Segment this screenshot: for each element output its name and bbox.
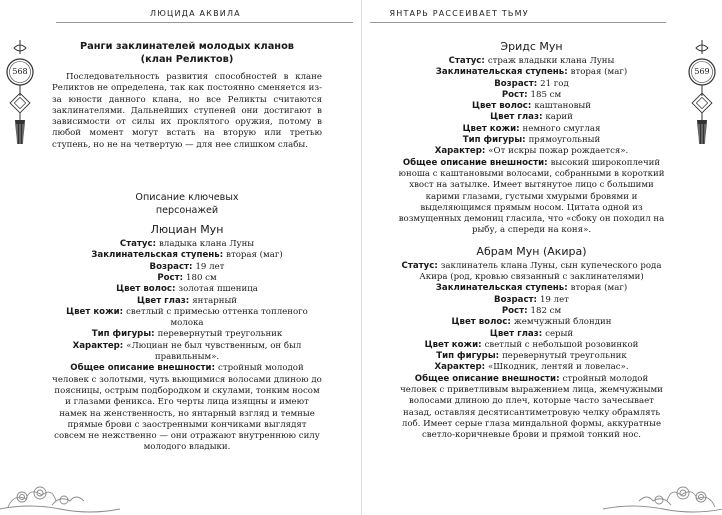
field-figure: Тип фигуры : прямоугольный <box>396 135 668 146</box>
description-heading: Описание ключевых <box>135 192 239 204</box>
field-age: Возраст : 19 лет <box>396 295 668 306</box>
intro-paragraph: Последовательность развития способностей в клане Реликтов не определена, так как постоянно сменяется из-за юности данного клана, но все Реликты считаются заклинателями. Дальнейших ступеней они достигают в зависимости от силы их проклятого оружия, потому в любой момент могут встать на вторую или третью ступень, но не на четвертую — для нее слишком слабы. <box>52 72 322 150</box>
header-rule <box>56 22 353 23</box>
description-heading-2: персонажей <box>155 205 219 217</box>
field-height: Рост : 185 см <box>396 90 668 101</box>
knot-ornament-icon <box>687 40 717 180</box>
field-appearance: Общее описание внешности : стройный молодой человек с приветливым выражением лица, жемчужными волосами длиною до плеч, которые часто зачесывает назад, оставляя десятисантиметровую челку обрамлять лоб. Имеет серые глаза миндальной формы, аккуратные светло-коричневые брови и прямой тонкий нос. <box>396 374 668 442</box>
page-number-medallion <box>687 40 717 180</box>
header-rule <box>370 22 667 23</box>
field-height: Рост : 182 см <box>396 306 668 317</box>
right-page <box>362 0 722 515</box>
character-name: Эридс Мун <box>500 40 563 53</box>
knot-ornament-icon <box>5 40 35 180</box>
field-character: Характер : «От искры пожар рождается». <box>396 146 668 157</box>
field-age: Возраст : 21 год <box>396 79 668 90</box>
field-skin: Цвет кожи : светлый с примесью оттенка топленого молока <box>52 307 322 330</box>
field-figure: Тип фигуры : перевернутый треугольник <box>52 329 322 340</box>
field-appearance: Общее описание внешности : высокий широкоплечий юноша с каштановыми волосами, собранными в короткий хвост на затылке. Имеет вытянутое лицо с большими карими глазами, густыми хмурыми бровями и выделяющимся прямым носом. Цитата одной из возмущенных демониц гласила, что «сбоку он походил на рыбу, а спереди на коня». <box>396 158 668 237</box>
running-head-right: ЯНТАРЬ РАССЕИВАЕТ ТЬМУ <box>389 9 529 18</box>
section-title: Ранги заклинателей молодых кланов <box>79 41 295 52</box>
field-height: Рост : 180 см <box>52 273 322 284</box>
field-skin: Цвет кожи : немного смуглая <box>396 124 668 135</box>
running-head-left: ЛЮЦИДА АКВИЛА <box>150 9 241 18</box>
field-status: Статус : страж владыки клана Луны <box>396 56 668 67</box>
field-character: Характер : «Люциан не был чувственным, он был правильным». <box>52 341 322 364</box>
field-age: Возраст : 19 лет <box>52 262 322 273</box>
field-hair: Цвет волос : каштановый <box>396 101 668 112</box>
page-number: 568 <box>12 67 28 76</box>
character-name: Абрам Мун (Акира) <box>476 244 587 258</box>
field-rank: Заклинательская ступень : вторая (маг) <box>52 250 322 261</box>
field-rank: Заклинательская ступень : вторая (маг) <box>396 283 668 294</box>
field-figure: Тип фигуры : перевернутый треугольник <box>396 351 668 362</box>
field-eyes: Цвет глаз : янтарный <box>52 296 322 307</box>
field-appearance: Общее описание внешности : стройный молодой человек с золотыми, чуть вьющимися волосами длиною до поясницы, острым подбородком и скулами, тонким носом и глазами феникса. Его черты лица изящны и имеют намек на женственность, но янтарный взгляд и темные прямые брови с заостренными кончиками выглядят совсем не нежственно — они отражают внутреннюю силу молодого владыки. <box>52 363 322 453</box>
page-number: 569 <box>694 67 710 76</box>
field-character: Характер : «Шкодник, лентяй и ловелас». <box>396 362 668 373</box>
left-text-column <box>52 40 322 454</box>
field-rank: Заклинательская ступень : вторая (маг) <box>396 67 668 78</box>
field-skin: Цвет кожи : светлый с небольшой розовинкой <box>396 340 668 351</box>
cloud-ornament-left-icon <box>0 453 361 515</box>
right-text-column <box>396 40 668 442</box>
field-eyes: Цвет глаз : серый <box>396 329 668 340</box>
section-subtitle: (клан Реликтов) <box>140 54 234 65</box>
page-number-medallion <box>5 40 35 180</box>
field-hair: Цвет волос : золотая пшеница <box>52 284 322 295</box>
field-eyes: Цвет глаз : карий <box>396 112 668 123</box>
character-name: Люциан Мун <box>150 223 224 237</box>
field-status: Статус : владыка клана Луны <box>52 239 322 250</box>
cloud-ornament-right-icon <box>362 453 722 515</box>
field-hair: Цвет волос : жемчужный блондин <box>396 317 668 328</box>
field-status: Статус : заклинатель клана Луны, сын купеческого рода Акира (род, кровью связанный с заклинателями) <box>396 261 668 284</box>
